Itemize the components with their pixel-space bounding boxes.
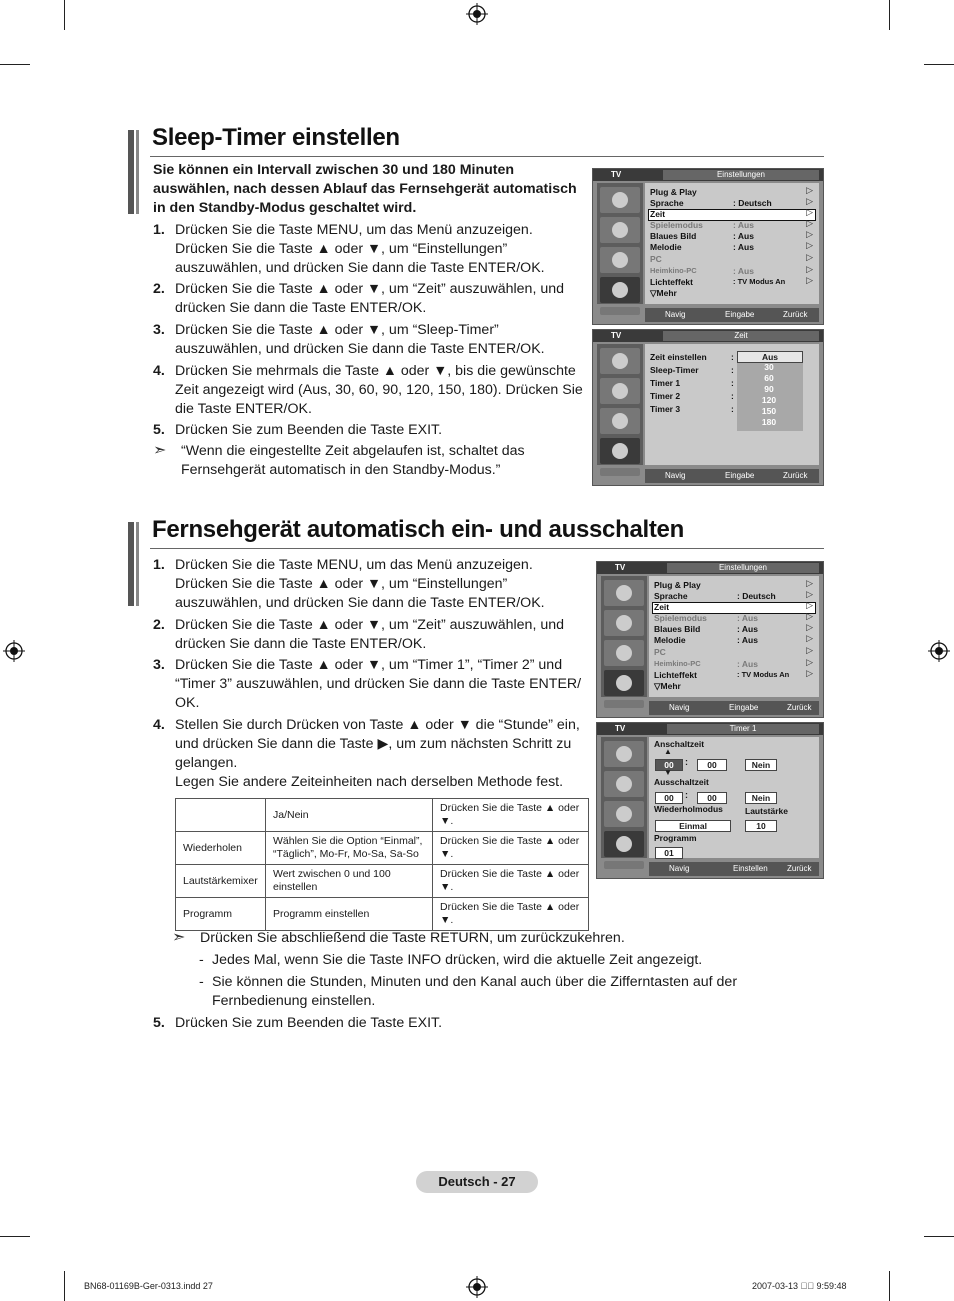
registration-mark-icon <box>466 3 488 25</box>
timer-bullet-1: Jedes Mal, wenn Sie die Taste INFO drücken, wird die aktuelle Zeit angezeigt. <box>212 952 703 968</box>
crop-mark <box>924 64 954 65</box>
crop-mark <box>0 1236 30 1237</box>
timer-step-4-extra: Legen Sie andere Zeiteinheiten nach derselben Methode fest. <box>175 774 564 790</box>
section-bar <box>128 130 144 214</box>
timer-note-return: Drücken Sie abschließend die Taste RETURN, um zurückzukehren. <box>200 930 625 946</box>
footer-date: 2007-03-13 ￿￿ 9:59:48 <box>752 1281 847 1291</box>
timer-options-table <box>175 798 589 931</box>
table-row: Programm Programm einstellen Drücken Sie die Taste ▲ oder ▼. <box>176 898 589 931</box>
registration-mark-icon <box>928 640 950 662</box>
tv-menu-time: TV Zeit Zeit einstellen : Sleep-Timer : Timer 1 : Timer 2 : Timer 3 : Aus 30 60 90 120 150 180 Navig Eingabe Zurück <box>592 329 824 486</box>
page-number: Deutsch - 27 <box>416 1171 538 1193</box>
registration-mark-icon <box>466 1276 488 1298</box>
tv-menu-timer1: TV Timer 1 Anschaltzeit ▲ 00 : 00 Nein ▼ Ausschaltzeit 00 : 00 Nein Wiederholmodus Lautstärke Einmal 10 Programm 01 Navig Einstellen Zurück <box>596 722 824 879</box>
footer-file: BN68-01169B-Ger-0313.indd 27 <box>84 1281 213 1291</box>
tv-menu-sidebar <box>597 183 643 304</box>
timer-bullet-2: Sie können die Stunden, Minuten und den Kanal auch über die Zifferntasten auf der Fernbedienung einstellen. <box>212 974 738 1009</box>
crop-mark <box>64 1271 65 1301</box>
registration-mark-icon <box>3 640 25 662</box>
crop-mark <box>0 64 30 65</box>
sleep-note: “Wenn die eingestellte Zeit abgelaufen ist, schaltet das Fernsehgerät automatisch in den Standby-Modus.” <box>181 443 525 478</box>
crop-mark <box>889 0 890 30</box>
section-rule <box>150 548 824 549</box>
table-row: Lautstärkemixer Wert zwischen 0 und 100 einstellen Drücken Sie die Taste ▲ oder ▼. <box>176 865 589 898</box>
section-title-sleep: Sleep-Timer einstellen <box>152 124 400 151</box>
table-row: Wiederholen Wählen Sie die Option “Einmal”, “Täglich”, Mo-Fr, Mo-Sa, Sa-So Drücken Sie die Taste ▲ oder ▼. <box>176 832 589 865</box>
note-arrow-icon: ➣ <box>153 442 167 459</box>
section-title-timer: Fernsehgerät automatisch ein- und ausschalten <box>152 516 684 543</box>
crop-mark <box>889 1271 890 1301</box>
table-row: Ja/Nein Drücken Sie die Taste ▲ oder ▼. <box>176 799 589 832</box>
tv-menu-settings: TV Einstellungen Plug & Play Sprache : Deutsch Zeit Spielemodus : Aus Blaues Bild : Aus Melodie : Aus PC Heimkino-PC : Aus Lichteffekt : TV Modus An ▽Mehr ▷ ▷ ▷ ▷ ▷ ▷ ▷ ▷ ▷ Navig Eingabe Zurück <box>592 168 824 325</box>
sleep-intro: Sie können ein Intervall zwischen 30 und 180 Minuten auswählen, nach dessen Ablauf das Fernsehgerät automatisch in den Standby-Modus geschaltet wird. <box>153 162 577 216</box>
note-arrow-icon: ➣ <box>172 929 186 946</box>
crop-mark <box>64 0 65 30</box>
section-bar <box>128 522 144 606</box>
crop-mark <box>924 1236 954 1237</box>
section-rule <box>150 156 824 157</box>
tv-menu-settings-2: TV Einstellungen Plug & Play Sprache : Deutsch Zeit Spielemodus : Aus Blaues Bild : Aus Melodie : Aus PC Heimkino-PC : Aus Lichteffekt : TV Modus An ▽Mehr ▷ ▷ ▷ ▷ ▷ ▷ ▷ ▷ ▷ Navig Eingabe Zurück <box>596 561 824 718</box>
